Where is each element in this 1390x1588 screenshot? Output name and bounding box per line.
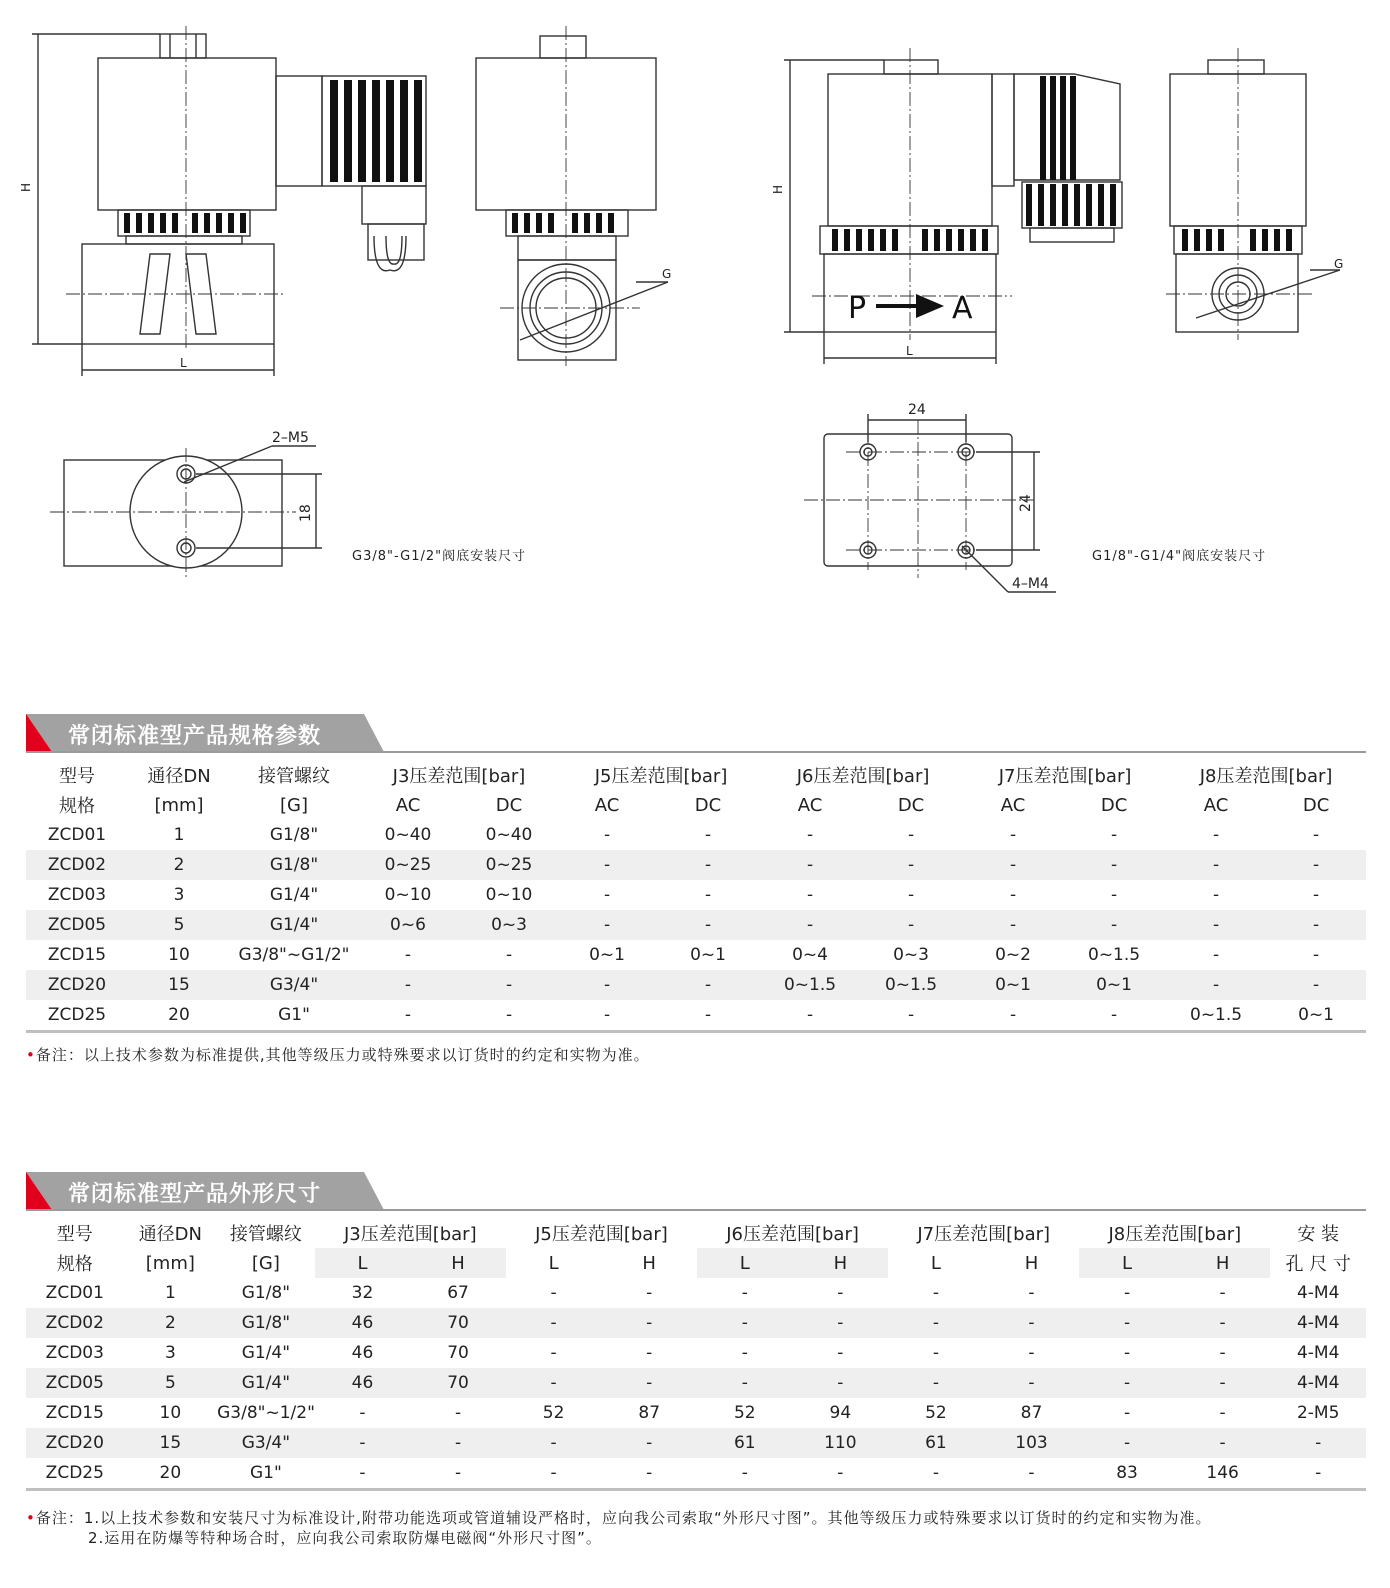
table-cell: 3 [164,1343,176,1363]
model-cell: ZCD05 [26,1368,124,1398]
model-cell: ZCD25 [26,1000,128,1032]
spec-table-body [26,820,1366,1032]
table-cell: G1/8" [241,1283,291,1303]
header-sub: AC [797,794,823,816]
table-cell: - [1175,1308,1271,1338]
header-thread-sub: [G] [251,1252,280,1274]
header-sub: L [548,1252,559,1274]
table-cell: - [654,910,762,940]
table-cell: - [550,1343,557,1363]
table-cell: - [932,1343,939,1363]
dim-18-label: 18 [298,504,314,522]
model-cell: ZCD01 [47,825,107,845]
table-cell: - [984,1308,1080,1338]
table-cell: - [984,1458,1080,1490]
table-cell: - [704,885,712,905]
table-cell: G1/8" [230,850,358,880]
table-cell: - [741,1343,748,1363]
table-row [26,850,1366,880]
table-cell: - [506,1308,602,1338]
table-cell: 0~2 [995,945,1031,965]
header-dn-sub: [mm] [145,1252,195,1274]
table-cell: 87 [1020,1403,1043,1423]
table-cell: 15 [128,970,230,1000]
section-title-dimensions: 常闭标准型产品外形尺寸 [68,1182,322,1207]
mount-base-g38-g12 [64,446,322,568]
table-cell: - [410,1428,506,1458]
dimension-table [26,1218,1366,1491]
table-cell: 1 [164,1283,176,1303]
header-sub: L [930,1252,941,1274]
table-cell: - [654,1000,762,1032]
header-sub: H [642,1252,656,1274]
table-cell: 70 [410,1368,506,1398]
table-cell: - [1028,1343,1035,1363]
header-sub: AC [1000,794,1026,816]
header-j7: J7压差范围[bar] [917,1224,1051,1245]
table-cell: - [603,885,611,905]
dim-g-label: G [662,267,672,281]
spec-note [26,1045,650,1065]
header-sub: DC [495,794,523,816]
table-row [26,1398,1366,1428]
table-row [26,1338,1366,1368]
table-cell: 0~40 [384,825,432,845]
port-a-label: A [952,291,973,326]
table-cell: 20 [128,1000,230,1032]
header-sub: DC [1302,794,1330,816]
table-cell: - [1313,825,1320,845]
table-cell: 61 [888,1428,984,1458]
model-cell: ZCD15 [45,1403,104,1423]
header-thread: 接管螺纹 [258,766,330,787]
header-sub: AC [594,794,620,816]
model-cell: ZCD20 [26,1428,124,1458]
dim-g-label-2: G [1334,257,1344,271]
table-cell: G3/4" [217,1428,315,1458]
header-j3: J3压差范围[bar] [343,1224,477,1245]
table-cell: 52 [925,1403,947,1423]
model-cell: ZCD02 [26,1308,124,1338]
header-sub: L [315,1248,411,1278]
header-dn: 通径DN [138,1224,203,1245]
table-cell: - [762,910,858,940]
header-sub: L [1079,1248,1175,1278]
table-cell: 0~3 [458,910,560,940]
table-cell: - [1219,1343,1226,1363]
dim-2m5-label: 2–M5 [272,430,309,446]
table-cell: - [704,825,712,845]
table-cell: G1/4" [217,1368,315,1398]
table-cell: - [506,1458,602,1490]
header-model: 型号 [59,766,95,787]
table-cell: - [907,825,915,845]
table-cell: G1/4" [269,885,319,905]
header-j7: J7压差范围[bar] [998,766,1132,787]
table-cell: - [601,1308,697,1338]
table-cell: - [888,1368,984,1398]
header-rule [26,1209,1366,1211]
table-cell: - [1266,910,1366,940]
table-row [26,970,1366,1000]
table-cell: 4-M4 [1296,1283,1340,1303]
table-cell: - [1123,1283,1131,1303]
table-cell: G1" [230,1000,358,1032]
table-cell: G1/4" [241,1343,291,1363]
table-cell: - [1270,1428,1366,1458]
header-thread: 接管螺纹 [229,1224,302,1245]
table-cell: 0~1.5 [858,970,964,1000]
table-cell: - [1009,825,1017,845]
valve-large-side-view [476,36,668,360]
table-cell: - [1166,910,1266,940]
dimension-table-body [26,1278,1366,1490]
table-cell: - [358,970,458,1000]
table-cell: - [1062,910,1166,940]
table-cell: - [506,1368,602,1398]
header-j5: J5压差范围[bar] [594,766,728,787]
table-cell: - [560,910,654,940]
table-cell: - [1219,1403,1226,1423]
table-cell: 2-M5 [1296,1403,1340,1423]
table-row [26,820,1366,850]
note-bullet: • [26,1509,36,1527]
model-cell: ZCD03 [47,885,107,905]
table-cell: 0~25 [458,850,560,880]
table-cell: G1/8" [217,1308,315,1338]
table-cell: - [358,1000,458,1032]
table-cell: - [601,1458,697,1490]
dim-l-label: L [180,356,187,370]
table-cell: - [454,1403,462,1423]
table-cell: 0~4 [792,945,828,965]
table-cell: - [603,825,611,845]
header-model: 型号 [56,1224,93,1245]
table-cell: - [697,1458,793,1490]
header-sub: H [1175,1248,1271,1278]
section-header-dimensions [26,1172,1366,1210]
model-cell: ZCD02 [26,850,128,880]
header-mount-sub: 孔 尺 寸 [1285,1254,1351,1275]
table-cell: 10 [159,1403,182,1423]
table-cell: 46 [351,1343,374,1363]
table-cell: 0~1 [964,970,1062,1000]
table-cell: - [410,1458,506,1490]
table-cell: 4-M4 [1296,1343,1340,1363]
header-sub: AC [395,794,421,816]
table-cell: - [560,850,654,880]
table-cell: 10 [168,945,190,965]
coil-stripes [124,76,1292,251]
table-row [26,910,1366,940]
table-row [26,1000,1366,1032]
table-cell: 83 [1079,1458,1175,1490]
table-cell: - [654,850,762,880]
table-cell: 1 [173,825,185,845]
table-cell: - [601,1368,697,1398]
table-cell: - [646,1343,653,1363]
table-cell: - [858,910,964,940]
table-cell: - [1062,1000,1166,1032]
port-p-label: P [848,291,867,326]
dim-l-label-2: L [906,344,913,358]
table-cell: - [1166,970,1266,1000]
header-sub: L [697,1248,793,1278]
table-cell: 15 [124,1428,218,1458]
table-cell: 52 [733,1403,756,1423]
table-cell: 70 [410,1308,506,1338]
table-cell: - [458,970,560,1000]
table-cell: - [932,1283,939,1303]
table-cell: 46 [315,1308,411,1338]
table-cell: - [458,1000,560,1032]
table-cell: - [964,1000,1062,1032]
table-cell: - [697,1308,793,1338]
table-row [26,880,1366,910]
model-cell: ZCD03 [45,1343,104,1363]
table-cell: - [1270,1458,1366,1490]
table-cell: 2 [124,1308,218,1338]
table-cell: - [1212,885,1220,905]
table-cell: 4-M4 [1270,1308,1366,1338]
table-cell: 94 [829,1403,852,1423]
table-cell: - [697,1368,793,1398]
table-cell: - [1123,1343,1131,1363]
table-cell: 0~1.5 [1088,945,1141,965]
table-cell: 0~1 [589,945,625,965]
table-cell: 0~1 [1062,970,1166,1000]
table-cell: - [837,1343,844,1363]
section-header-spec [26,714,1366,752]
table-cell: - [1313,885,1320,905]
table-cell: - [806,825,814,845]
table-cell: - [762,850,858,880]
model-cell: ZCD05 [26,910,128,940]
table-row [26,1368,1366,1398]
table-cell: - [888,1458,984,1490]
table-cell: - [505,945,513,965]
table-cell: 70 [447,1343,469,1363]
table-cell: 32 [351,1283,374,1303]
note-text-2: 2.运用在防爆等特种场合时，应向我公司索取防爆电磁阀“外形尺寸图”。 [88,1529,602,1547]
table-cell: - [1266,850,1366,880]
header-sub: H [1024,1252,1039,1274]
dim-h-label-2: H [771,184,785,194]
table-cell: - [601,1428,697,1458]
dimension-note [26,1508,1212,1548]
note-bullet: • [26,1046,36,1064]
table-cell: - [793,1308,889,1338]
header-j3: J3压差范围[bar] [392,766,526,787]
table-cell: - [1079,1368,1175,1398]
table-cell: - [741,1283,748,1303]
table-cell: - [1079,1308,1175,1338]
section-title-spec: 常闭标准型产品规格参数 [68,724,322,749]
table-cell: - [1266,970,1366,1000]
table-cell: - [315,1458,411,1490]
table-cell: - [858,1000,964,1032]
table-cell: 0~6 [358,910,458,940]
table-cell: - [888,1308,984,1338]
dim-24-label-2: 24 [1018,494,1034,512]
table-cell: 52 [542,1403,565,1423]
table-cell: - [762,1000,858,1032]
table-cell: 2 [128,850,230,880]
table-cell: - [560,1000,654,1032]
header-model-sub: 规格 [59,796,95,817]
header-dn-sub: [mm] [154,794,204,816]
header-rule [26,751,1366,753]
table-cell: - [1313,945,1320,965]
header-sub: AC [1203,794,1229,816]
dim-4m4-label: 4–M4 [1012,576,1049,592]
header-sub: DC [1100,794,1128,816]
table-cell: - [1212,945,1220,965]
dim-h-label: H [19,182,33,192]
table-cell: 3 [173,885,185,905]
table-cell: 103 [984,1428,1080,1458]
table-cell: 0~1.5 [1166,1000,1266,1032]
table-cell: 46 [315,1368,411,1398]
table-cell: - [506,1428,602,1458]
table-cell: 87 [638,1403,661,1423]
table-cell: 4-M4 [1270,1368,1366,1398]
table-cell: - [793,1368,889,1398]
table-cell: 0~1.5 [762,970,858,1000]
model-cell: ZCD25 [26,1458,124,1490]
model-cell: ZCD01 [45,1283,104,1303]
table-cell: G1" [217,1458,315,1490]
table-cell: - [1079,1428,1175,1458]
table-cell: 0~1 [1266,1000,1366,1032]
table-cell: - [1110,825,1118,845]
model-cell: ZCD20 [26,970,128,1000]
table-cell: 0~10 [485,885,533,905]
table-cell: - [1009,885,1017,905]
table-cell: G3/8"~1/2" [217,1403,315,1423]
mount-caption-large: G3/8"-G1/2"阀底安装尺寸 [352,549,527,564]
table-cell: - [1212,825,1220,845]
table-cell: G1/8" [269,825,319,845]
table-cell: - [1175,1368,1271,1398]
table-cell: 0~3 [893,945,929,965]
header-sub: H [410,1248,506,1278]
table-cell: - [1062,850,1166,880]
table-cell: 0~25 [358,850,458,880]
table-cell: 0~1 [690,945,726,965]
header-sub: H [793,1248,889,1278]
note-line-1 [26,1508,1212,1528]
table-cell: 110 [793,1428,889,1458]
table-row [26,940,1366,970]
table-cell: - [964,850,1062,880]
header-dn: 通径DN [147,766,211,787]
table-row [26,1458,1366,1490]
valve-small-side-view [1170,60,1340,332]
header-j8: J8压差范围[bar] [1199,766,1333,787]
model-cell: ZCD15 [47,945,107,965]
header-j6: J6压差范围[bar] [796,766,930,787]
table-row [26,1278,1366,1308]
table-cell: G3/4" [230,970,358,1000]
table-cell: - [654,970,762,1000]
table-cell: - [1028,1283,1035,1303]
table-cell: - [1123,1403,1131,1423]
table-cell: - [1175,1428,1271,1458]
table-row [26,1428,1366,1458]
spec-table [26,760,1366,1033]
table-cell: - [1219,1283,1226,1303]
header-mount: 安 装 [1297,1224,1340,1245]
table-cell: 0~40 [485,825,533,845]
table-cell: - [359,1403,366,1423]
table-cell: - [646,1283,653,1303]
mount-caption-small: G1/8"-G1/4"阀底安装尺寸 [1092,549,1267,564]
header-j8: J8压差范围[bar] [1108,1224,1242,1245]
note-text-1: 备注：1.以上技术参数和安装尺寸为标准设计,附带功能选项或管道辅设严格时，应向我公司索取“外形尺寸图”。其他等级压力或特殊要求以订货时的约定和实物为准。 [35,1509,1212,1527]
table-row [26,1308,1366,1338]
table-cell: 5 [128,910,230,940]
table-cell: - [1110,885,1118,905]
table-cell: 67 [447,1283,469,1303]
header-j5: J5压差范围[bar] [535,1224,668,1245]
note-text: 备注：以上技术参数为标准提供,其他等级压力或特殊要求以订货时的约定和实物为准。 [35,1046,650,1064]
table-cell: 146 [1175,1458,1271,1490]
header-sub: DC [897,794,925,816]
table-cell: - [550,1283,557,1303]
header-sub: DC [694,794,722,816]
table-cell: - [984,1368,1080,1398]
table-cell: - [1166,850,1266,880]
header-thread-sub: [G] [280,794,308,816]
table-cell: - [793,1458,889,1490]
header-model-sub: 规格 [56,1254,93,1275]
table-cell: - [907,885,915,905]
table-cell: - [837,1283,844,1303]
technical-drawings [0,0,1390,640]
table-cell: 5 [124,1368,218,1398]
table-cell: 20 [124,1458,218,1490]
table-cell: - [964,910,1062,940]
table-cell: - [315,1428,411,1458]
dim-24-label: 24 [908,402,926,418]
table-cell: - [806,885,814,905]
table-cell: 0~10 [384,885,432,905]
table-cell: G3/8"~G1/2" [238,945,350,965]
table-cell: 61 [697,1428,793,1458]
table-cell: - [858,850,964,880]
table-cell: - [404,945,412,965]
table-cell: G1/4" [230,910,358,940]
valve-large-front-view [32,34,426,376]
header-j6: J6压差范围[bar] [726,1224,859,1245]
table-cell: - [560,970,654,1000]
